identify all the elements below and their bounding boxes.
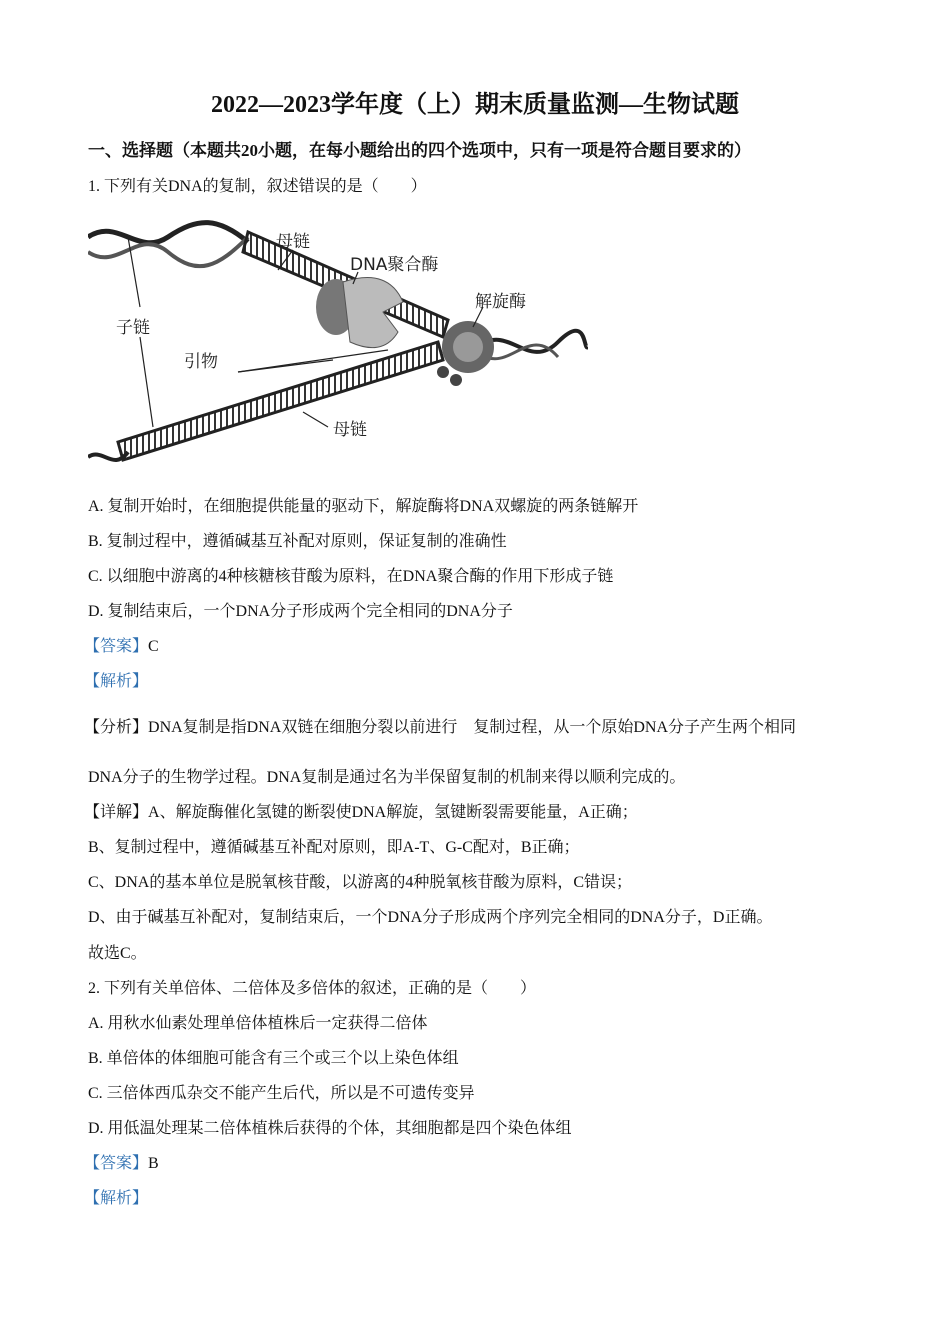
q1-option-c: C. 以细胞中游离的4种核糖核苷酸为原料，在DNA聚合酶的作用下形成子链 <box>88 568 614 585</box>
label-helicase: 解旋酶 <box>475 292 526 312</box>
label-mother-strand-2: 母链 <box>333 420 367 440</box>
q1-option-a: A. 复制开始时，在细胞提供能量的驱动下，解旋酶将DNA双螺旋的两条链解开 <box>88 498 639 515</box>
dna-replication-figure <box>88 212 588 477</box>
detail-text: A、解旋酶催化氢键的断裂使DNA解旋，氢键断裂需要能量，A正确； <box>148 804 638 821</box>
q2-explain-label: 【解析】 <box>84 1190 149 1207</box>
q1-detail-b: B、复制过程中，遵循碱基互补配对原则，即A-T、G-C配对，B正确； <box>88 839 580 856</box>
q1-detail-c: C、DNA的基本单位是脱氧核苷酸，以游离的4种脱氧核苷酸为原料，C错误； <box>88 874 633 891</box>
detail-label: 【详解】 <box>84 804 149 821</box>
q2-option-d: D. 用低温处理某二倍体植株后获得的个体，其细胞都是四个染色体组 <box>88 1120 572 1137</box>
label-daughter-strand: 子链 <box>116 318 150 338</box>
label-dna-polymerase: DNA聚合酶 <box>350 255 439 275</box>
question-1-stem: 1. 下列有关DNA的复制，叙述错误的是（ ） <box>88 178 427 195</box>
section-heading: 一、选择题（本题共20小题，在每小题给出的四个选项中，只有一项是符合题目要求的） <box>88 141 751 160</box>
answer-value: C <box>148 638 159 655</box>
q1-option-d: D. 复制结束后，一个DNA分子形成两个完全相同的DNA分子 <box>88 603 513 620</box>
question-2-stem: 2. 下列有关单倍体、二倍体及多倍体的叙述，正确的是（ ） <box>88 980 537 997</box>
analysis-label: 【分析】 <box>84 719 149 736</box>
q1-analysis <box>84 718 796 738</box>
q2-option-a: A. 用秋水仙素处理单倍体植株后一定获得二倍体 <box>88 1015 428 1032</box>
analysis-text: DNA复制是指DNA双链在细胞分裂以前进行 复制过程，从一个原始DNA分子产生两个相同 <box>148 719 797 736</box>
q2-option-c: C. 三倍体西瓜杂交不能产生后代，所以是不可遗传变异 <box>88 1085 475 1102</box>
q1-answer <box>84 637 159 657</box>
answer-value: B <box>148 1155 159 1172</box>
q1-detail-d: D、由于碱基互补配对，复制结束后，一个DNA分子形成两个序列完全相同的DNA分子，D正确。 <box>88 909 773 926</box>
q2-answer <box>84 1154 159 1174</box>
label-primer: 引物 <box>184 352 218 372</box>
q1-analysis-cont: DNA分子的生物学过程。DNA复制是通过名为半保留复制的机制来得以顺利完成的。 <box>88 769 686 786</box>
lower-dna-strand <box>88 342 443 460</box>
answer-label: 【答案】 <box>84 1155 149 1172</box>
q1-option-b: B. 复制过程中，遵循碱基互补配对原则，保证复制的准确性 <box>88 533 507 550</box>
q2-option-b: B. 单倍体的体细胞可能含有三个或三个以上染色体组 <box>88 1050 459 1067</box>
q1-conclusion: 故选C。 <box>88 945 147 962</box>
q1-explain-label: 【解析】 <box>84 673 149 690</box>
label-mother-strand-1: 母链 <box>276 232 310 252</box>
answer-label: 【答案】 <box>84 638 149 655</box>
page-title: 2022—2023学年度（上）期末质量监测—生物试题 <box>211 92 739 118</box>
q1-detail-a <box>84 803 638 823</box>
